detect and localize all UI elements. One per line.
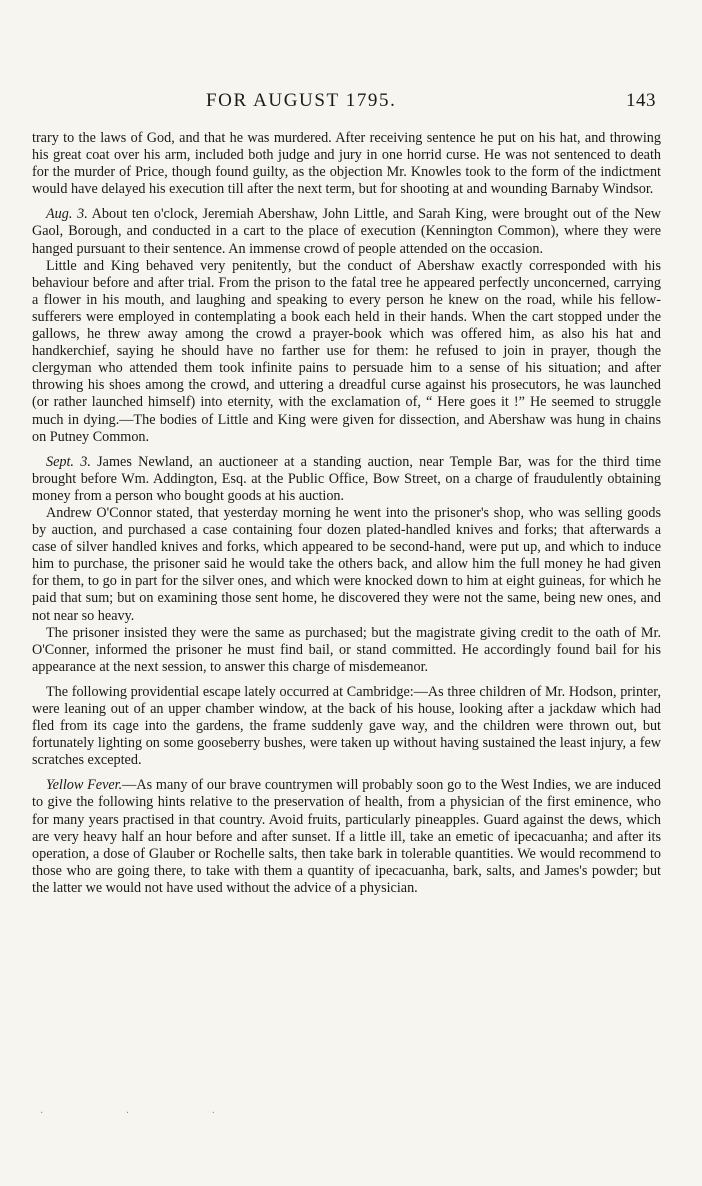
paragraph-text: James Newland, an auctioneer at a standing auction, near Temple Bar, was for the third time brought before Wm. Addington, Esq. at the Public Office, Bow Street, on a charge of fraudulently obtaining money from a person who bought goods at his auction. <box>32 453 661 504</box>
running-title: FOR AUGUST 1795. <box>206 90 397 111</box>
paragraph-text: About ten o'clock, Jeremiah Abershaw, John Little, and Sarah King, were brought out of the New Gaol, Borough, and conducted in a cart to the place of execution (Kennington Common), where they were hanged pursuant to their sentence. An immense crowd of people attended on the occasion. <box>32 206 661 257</box>
paragraph-bail <box>32 625 661 676</box>
article-body <box>32 130 661 897</box>
paragraph-cambridge-escape <box>32 684 661 769</box>
paragraph-abershaw-trial <box>32 130 661 198</box>
paragraph-text: Little and King behaved very penitently, but the conduct of Abershaw exactly corresponded with his behaviour before and after trial. From the prison to the fatal tree he appeared perfectly unconcerned, carrying a flower in his mouth, and laughing and speaking to every person he knew on the road, while his fellow-sufferers were employed in contemplating a book each held in their hands. When the cart stopped under the gallows, he threw away among the crowd a prayer-book which was offered him, as also his hat and handkerchief, saying he should have no farther use for them: he refused to join in prayer, though the clergyman who attended them took infinite pains to persuade him to a sense of his situation; and after throwing his shoes among the crowd, and uttering a dreadful curse against his prosecutors, he was launched (or rather launched himself) into eternity, with the exclamation of, “ Here goes it !” He seemed to struggle much in dying.—The bodies of Little and King were given for dissection, and Abershaw was hung in chains on Putney Common. <box>32 257 661 445</box>
paragraph-newland-charge <box>32 454 661 505</box>
paragraph-text: —As many of our brave countrymen will probably soon go to the West Indies, we are induced to give the following hints relative to the preservation of health, from a physician of the first eminence, who for many years practised in that country. Avoid fruits, particularly pineapples. Guard against the dews, which are very heavy half an hour before and after sunset. If a little ill, take an emetic of ipecacuanha; and after its operation, a dose of Glauber or Rochelle salts, then take bark in tolerable quantities. We would recommend to those who are going there, to take with them a quantity of ipecacuanha, bark, salts, and James's powder; but the latter we would not have used without the advice of a physician. <box>32 777 661 896</box>
paragraph-oconnor-statement <box>32 505 661 625</box>
paragraph-heading: Yellow Fever. <box>46 777 123 794</box>
paragraph-text: The prisoner insisted they were the same as purchased; but the magistrate giving credit to the oath of Mr. O'Conner, informed the prisoner he must find bail, or stand committed. He accordingly found bail for his appearance at the next session, to answer this charge of misdemeanor. <box>32 624 661 675</box>
print-specks: · · · <box>40 1108 255 1119</box>
paragraph-text: The following providential escape lately occurred at Cambridge:—As three children of Mr. Hodson, printer, were leaning out of an upper chamber window, at the back of his house, looking after a jackdaw which had fled from its cage into the gardens, the frame suddenly gave way, and the children were thrown out, but fortunately lighting on some gooseberry bushes, were taken up without having sustained the least injury, a few scratches excepted. <box>32 683 661 769</box>
paragraph-text: trary to the laws of God, and that he was murdered. After receiving sentence he put on his hat, and throwing his great coat over his arm, included both judge and jury in one horrid curse. He was not sentenced to death for the murder of Price, though found guilty, as the objection Mr. Knowles took to the form of the indictment would have delayed his execution till after the next term, but for shooting at and wounding Barnaby Windsor. <box>32 130 661 198</box>
page-header <box>0 90 702 116</box>
paragraph-abershaw-conduct <box>32 258 661 446</box>
paragraph-yellow-fever <box>32 777 661 897</box>
paragraph-execution <box>32 206 661 257</box>
page-number: 143 <box>626 90 656 111</box>
paragraph-text: Andrew O'Connor stated, that yesterday morning he went into the prisoner's shop, who was selling goods by auction, and purchased a case containing four dozen plated-handled knives and forks; that afterwards a case of silver handled knives and forks, which appeared to be second-hand, were put up, and which to induce him to purchase, the prisoner said he would take the others back, and allow him the full money he had given for them, to go in part for the silver ones, and which were knocked down to him at eight guineas, for which he paid that sum; but on examining those sent home, he discovered they were not the same, being new ones, and not near so heavy. <box>32 504 661 624</box>
paragraph-date: Sept. 3. <box>46 453 91 470</box>
paragraph-date: Aug. 3. <box>46 206 88 223</box>
